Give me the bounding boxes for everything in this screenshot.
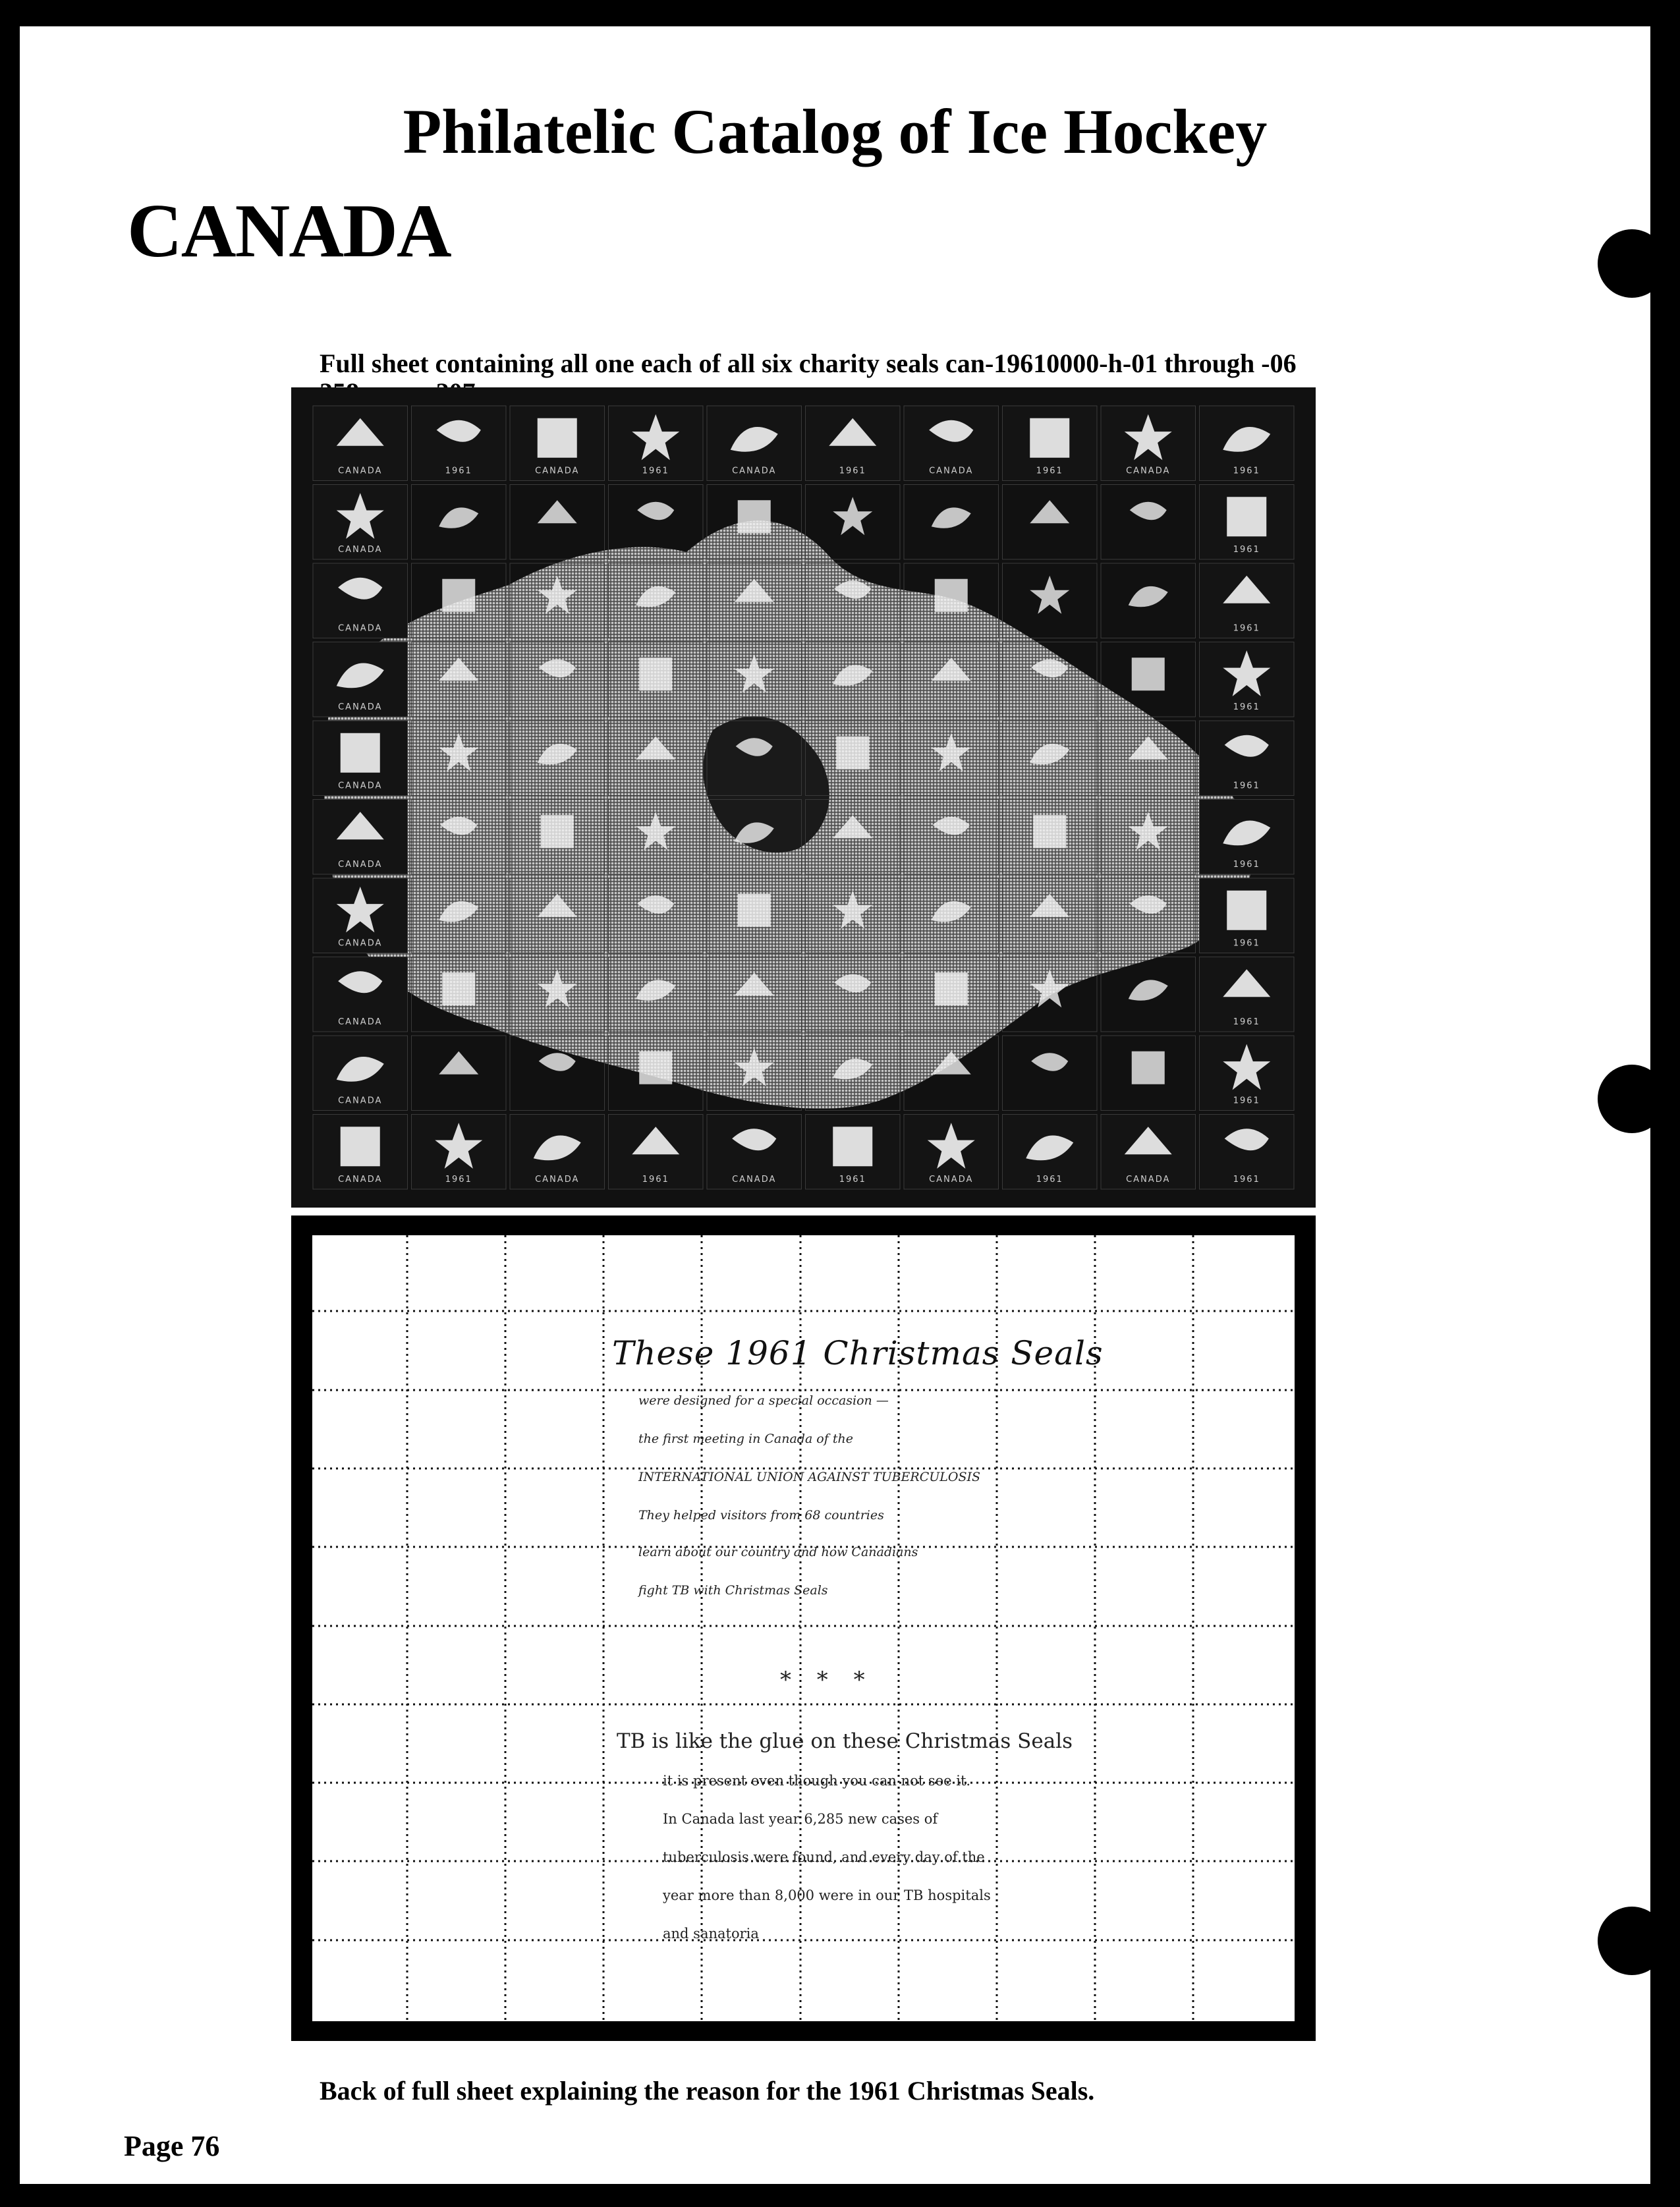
- back-line: In Canada last year 6,285 new cases of: [663, 1811, 938, 1827]
- seal-label: 1961: [1036, 466, 1063, 476]
- seal-label: 1961: [1233, 860, 1260, 870]
- seal-figure: [341, 733, 380, 773]
- seal-sheet-image: [291, 387, 1316, 1208]
- back-line: it is present even though you can not see it.: [663, 1773, 971, 1789]
- seal-label: CANADA: [732, 1175, 777, 1185]
- seal-label: 1961: [1036, 1175, 1063, 1185]
- seal-figure: [639, 657, 672, 690]
- punch-hole: [1598, 229, 1666, 298]
- seal-label: CANADA: [732, 466, 777, 476]
- seal-label: 1961: [839, 1175, 866, 1185]
- seal-label: CANADA: [338, 623, 383, 634]
- seal-figure: [541, 815, 574, 848]
- seal-label: CANADA: [338, 466, 383, 476]
- punch-hole: [1598, 1065, 1666, 1133]
- seal-label: 1961: [1233, 1096, 1260, 1106]
- seal-label: 1961: [445, 1175, 472, 1185]
- seal-label: CANADA: [535, 1175, 580, 1185]
- seal-sheet-front: [291, 387, 1316, 1208]
- seal-label: 1961: [1233, 623, 1260, 634]
- seal-figure: [442, 972, 475, 1005]
- back-heading: These 1961 Christmas Seals: [612, 1334, 1104, 1372]
- seal-figure: [1030, 418, 1069, 458]
- seal-label: CANADA: [338, 938, 383, 949]
- seal-label: CANADA: [338, 702, 383, 712]
- seal-label: CANADA: [1126, 1175, 1171, 1185]
- seal-figure: [1227, 891, 1266, 930]
- star-separator: * * *: [780, 1667, 874, 1693]
- back-caption: Back of full sheet explaining the reason for the 1961 Christmas Seals.: [320, 2076, 1095, 2106]
- seal-label: 1961: [642, 1175, 669, 1185]
- seal-label: 1961: [1233, 938, 1260, 949]
- seal-label: CANADA: [929, 1175, 974, 1185]
- seal-label: 1961: [1233, 1017, 1260, 1027]
- back-line: tuberculosis were found, and every day of the: [663, 1849, 985, 1865]
- seal-sheet-back: [312, 1235, 1295, 2021]
- seal-label: 1961: [1233, 545, 1260, 555]
- back-line: They helped visitors from 68 countries: [638, 1508, 884, 1523]
- back-line: year more than 8,000 were in our TB hospitals: [663, 1887, 991, 1903]
- seal-figure: [1033, 815, 1066, 848]
- seal-label: CANADA: [338, 860, 383, 870]
- seal-figure: [935, 579, 968, 612]
- seal-label: 1961: [1233, 466, 1260, 476]
- seal-figure: [738, 500, 771, 533]
- page-title: Philatelic Catalog of Ice Hockey: [403, 96, 1268, 167]
- back-line: the first meeting in Canada of the: [638, 1432, 853, 1446]
- seal-figure: [836, 737, 869, 769]
- caption-line-1: Full sheet containing all one each of all six charity seals can-19610000-h-01 through -06: [320, 349, 1297, 378]
- back-line: fight TB with Christmas Seals: [638, 1583, 828, 1598]
- seal-label: 1961: [1233, 781, 1260, 791]
- seal-label: 1961: [839, 466, 866, 476]
- back-line: and sanatoria: [663, 1926, 759, 1942]
- seal-label: CANADA: [338, 1175, 383, 1185]
- seal-label: CANADA: [929, 466, 974, 476]
- back-line: were designed for a special occasion —: [638, 1393, 889, 1408]
- seal-figure: [639, 1051, 672, 1084]
- seal-label: CANADA: [338, 1096, 383, 1106]
- back-lead-line: TB is like the glue on these Christmas Seals: [617, 1729, 1073, 1753]
- seal-label: CANADA: [338, 1017, 383, 1027]
- seal-label: CANADA: [535, 466, 580, 476]
- seal-label: CANADA: [338, 781, 383, 791]
- country-heading: CANADA: [127, 189, 451, 273]
- seal-figure: [1132, 657, 1165, 690]
- seal-figure: [538, 418, 577, 458]
- back-text: [312, 1235, 1295, 2021]
- seal-figure: [1227, 497, 1266, 536]
- seal-label: CANADA: [338, 545, 383, 555]
- back-line: INTERNATIONAL UNION AGAINST TUBERCULOSIS: [638, 1470, 981, 1484]
- seal-figure: [935, 972, 968, 1005]
- seal-label: 1961: [1233, 702, 1260, 712]
- seal-label: 1961: [445, 466, 472, 476]
- page-number: Page 76: [124, 2130, 220, 2162]
- punch-hole: [1598, 1907, 1666, 1975]
- seal-figure: [442, 579, 475, 612]
- seal-figure: [341, 1127, 380, 1166]
- seal-label: 1961: [642, 466, 669, 476]
- back-line: learn about our country and how Canadians: [638, 1545, 918, 1559]
- seal-figure: [833, 1127, 872, 1166]
- seal-label: CANADA: [1126, 466, 1171, 476]
- seal-label: 1961: [1233, 1175, 1260, 1185]
- seal-figure: [1132, 1051, 1165, 1084]
- seal-figure: [738, 894, 771, 927]
